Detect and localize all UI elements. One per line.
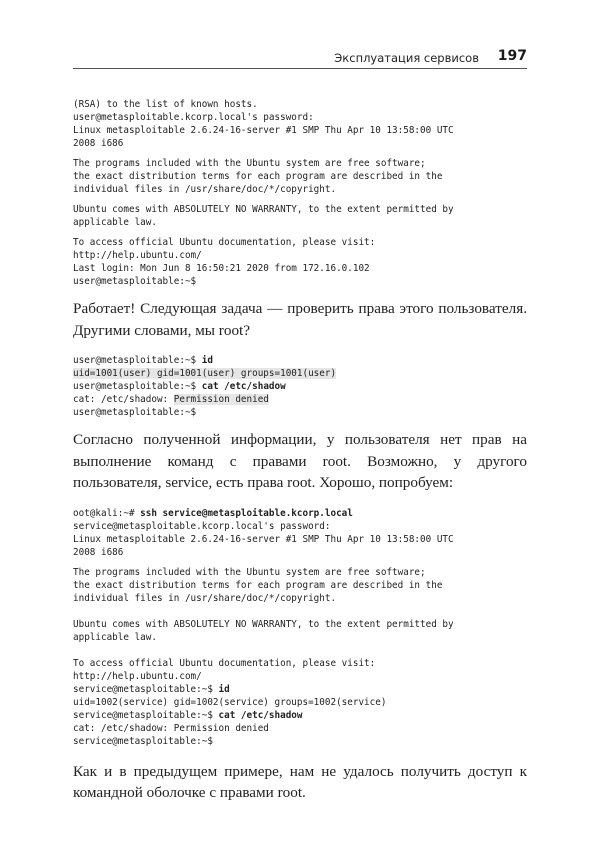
output-text: user@metasploitable.kcorp.local's password: <box>73 112 314 123</box>
code-group <box>73 618 527 644</box>
code-line <box>73 183 527 196</box>
output-text: the exact distribution terms for each program are described in the <box>73 171 443 182</box>
output-text: The programs included with the Ubuntu system are free software; <box>73 566 426 578</box>
code-line <box>73 354 527 367</box>
code-line <box>73 546 527 559</box>
output-text: To access official Ubuntu documentation, please visit: <box>73 237 376 248</box>
output-text: Linux metasploitable 2.6.24-16-server #1 SMP Thu Apr 10 13:58:00 UTC <box>73 125 454 136</box>
code-group <box>73 98 527 150</box>
code-line <box>73 566 527 579</box>
code-block <box>73 354 527 419</box>
output-text: service@metasploitable:~$ <box>73 683 219 695</box>
output-text: user@metasploitable:~$ <box>73 407 197 418</box>
code-line <box>73 507 527 520</box>
code-line <box>73 631 527 644</box>
code-group <box>73 657 527 748</box>
highlighted-output: uid=1001(user) gid=1001(user) groups=1001(user) <box>73 368 337 379</box>
code-line <box>73 520 527 533</box>
output-text: http://help.ubuntu.com/ <box>73 250 202 261</box>
page-number: 197 <box>497 48 527 64</box>
output-text: user@metasploitable:~$ <box>73 381 202 392</box>
code-line <box>73 670 527 683</box>
code-line <box>73 137 527 150</box>
code-line <box>73 124 527 137</box>
code-line <box>73 683 527 696</box>
output-text: The programs included with the Ubuntu system are free software; <box>73 158 426 169</box>
output-text: Ubuntu comes with ABSOLUTELY NO WARRANTY, to the extent permitted by <box>73 618 454 630</box>
output-text: individual files in /usr/share/doc/*/copyright. <box>73 592 337 604</box>
code-line <box>73 709 527 722</box>
output-text: Ubuntu comes with ABSOLUTELY NO WARRANTY, to the extent permitted by <box>73 204 454 215</box>
body-paragraph: Согласно полученной информации, у пользователя нет прав на выполнение команд с правами root. Возможно, у другого пользователя, service, есть права root. Хорошо, попробуем: <box>73 431 527 491</box>
code-line <box>73 696 527 709</box>
page-content <box>73 98 527 817</box>
code-line <box>73 735 527 748</box>
code-line <box>73 216 527 229</box>
code-line <box>73 592 527 605</box>
code-group <box>73 203 527 229</box>
output-text: To access official Ubuntu documentation, please visit: <box>73 657 376 669</box>
output-text: service@metasploitable:~$ <box>73 709 219 721</box>
body-paragraph: Как и в предыдущем примере, нам не удалось получить доступ к командной оболочке с правами root. <box>73 762 527 801</box>
output-text: cat: /etc/shadow: Permission denied <box>73 722 269 734</box>
output-text: the exact distribution terms for each program are described in the <box>73 579 443 591</box>
output-text: Linux metasploitable 2.6.24-16-server #1 SMP Thu Apr 10 13:58:00 UTC <box>73 533 454 545</box>
code-line <box>73 657 527 670</box>
code-line <box>73 170 527 183</box>
output-text: user@metasploitable:~$ <box>73 276 197 287</box>
code-line <box>73 262 527 275</box>
body-paragraph: Работает! Следующая задача — проверить права этого пользователя. Другими словами, мы root? <box>73 300 527 339</box>
output-text: oot@kali:~# <box>73 507 141 519</box>
code-line <box>73 98 527 111</box>
code-block <box>73 507 527 748</box>
code-line <box>73 275 527 288</box>
code-group <box>73 354 527 419</box>
code-line <box>73 236 527 249</box>
output-text: 2008 i686 <box>73 138 124 149</box>
code-line <box>73 722 527 735</box>
command-text: id <box>218 683 230 695</box>
output-text: (RSA) to the list of known hosts. <box>73 99 258 110</box>
output-text: applicable law. <box>73 631 157 643</box>
code-line <box>73 393 527 406</box>
code-line <box>73 579 527 592</box>
code-group <box>73 566 527 605</box>
code-group <box>73 157 527 196</box>
code-line <box>73 380 527 393</box>
command-text: cat /etc/shadow <box>218 709 303 721</box>
highlighted-output: Permission denied <box>173 394 269 405</box>
running-header <box>73 48 527 69</box>
code-line <box>73 249 527 262</box>
code-line <box>73 406 527 419</box>
code-line <box>73 157 527 170</box>
output-text: Last login: Mon Jun 8 16:50:21 2020 from 172.16.0.102 <box>73 263 370 274</box>
output-text: individual files in /usr/share/doc/*/copyright. <box>73 184 337 195</box>
output-text: service@metasploitable.kcorp.local's password: <box>73 520 331 532</box>
output-text: user@metasploitable:~$ <box>73 355 202 366</box>
command-text: cat /etc/shadow <box>201 381 286 392</box>
output-text: uid=1002(service) gid=1002(service) groups=1002(service) <box>73 696 387 708</box>
output-text: http://help.ubuntu.com/ <box>73 670 202 682</box>
code-block <box>73 98 527 288</box>
code-line <box>73 203 527 216</box>
output-text: service@metasploitable:~$ <box>73 735 213 747</box>
output-text: cat: /etc/shadow: <box>73 394 174 405</box>
code-line <box>73 367 527 380</box>
chapter-title: Эксплуатация сервисов <box>334 51 479 65</box>
command-text: ssh service@metasploitable.kcorp.local <box>140 507 353 519</box>
code-line <box>73 618 527 631</box>
output-text: 2008 i686 <box>73 546 124 558</box>
code-line <box>73 111 527 124</box>
code-group <box>73 236 527 288</box>
code-group <box>73 507 527 559</box>
output-text: applicable law. <box>73 217 157 228</box>
code-line <box>73 533 527 546</box>
command-text: id <box>201 355 213 366</box>
